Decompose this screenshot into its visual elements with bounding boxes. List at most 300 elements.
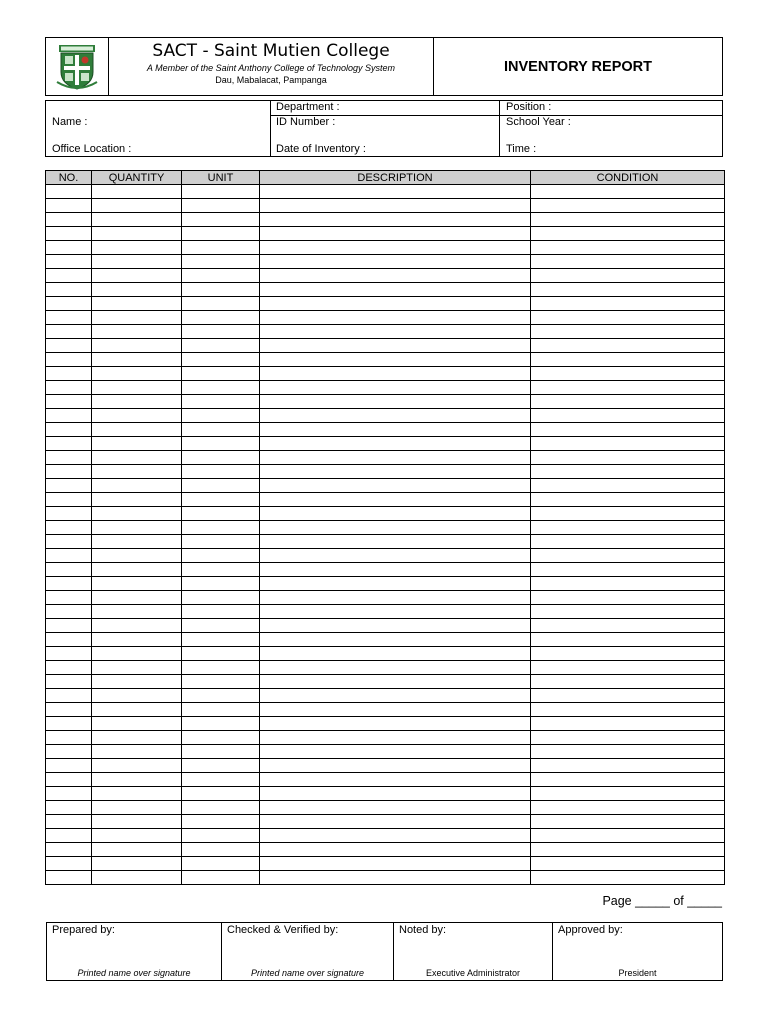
cell-unit[interactable] [182,353,260,367]
cell-description[interactable] [260,185,531,199]
cell-unit[interactable] [182,815,260,829]
cell-quantity[interactable] [92,283,182,297]
cell-condition[interactable] [531,577,725,591]
cell-condition[interactable] [531,633,725,647]
cell-condition[interactable] [531,423,725,437]
cell-quantity[interactable] [92,535,182,549]
cell-unit[interactable] [182,381,260,395]
cell-quantity[interactable] [92,381,182,395]
cell-no[interactable] [46,283,92,297]
table-row [46,703,725,717]
cell-unit[interactable] [182,745,260,759]
cell-condition[interactable] [531,745,725,759]
cell-condition[interactable] [531,759,725,773]
cell-condition[interactable] [531,297,725,311]
cell-condition[interactable] [531,241,725,255]
table-row [46,339,725,353]
cell-unit[interactable] [182,843,260,857]
cell-description[interactable] [260,325,531,339]
cell-unit[interactable] [182,787,260,801]
cell-description[interactable] [260,759,531,773]
cell-no[interactable] [46,689,92,703]
cell-description[interactable] [260,507,531,521]
table-row [46,409,725,423]
cell-description[interactable] [260,311,531,325]
cell-description[interactable] [260,661,531,675]
cell-no[interactable] [46,843,92,857]
cell-description[interactable] [260,787,531,801]
cell-condition[interactable] [531,395,725,409]
cell-condition[interactable] [531,829,725,843]
cell-unit[interactable] [182,493,260,507]
cell-unit[interactable] [182,199,260,213]
cell-condition[interactable] [531,773,725,787]
prepared-by-cell[interactable] [47,923,222,980]
cell-condition[interactable] [531,199,725,213]
cell-no[interactable] [46,353,92,367]
table-row [46,829,725,843]
cell-no[interactable] [46,549,92,563]
cell-no[interactable] [46,451,92,465]
cell-condition[interactable] [531,367,725,381]
page-indicator: Page _____ of _____ [602,894,722,908]
cell-no[interactable] [46,521,92,535]
cell-condition[interactable] [531,353,725,367]
school-year-field[interactable]: School Year : [506,116,571,128]
cell-description[interactable] [260,353,531,367]
cell-unit[interactable] [182,269,260,283]
cell-no[interactable] [46,815,92,829]
cell-no[interactable] [46,591,92,605]
cell-condition[interactable] [531,381,725,395]
cell-description[interactable] [260,283,531,297]
cell-no[interactable] [46,465,92,479]
cell-no[interactable] [46,255,92,269]
cell-unit[interactable] [182,213,260,227]
table-row [46,619,725,633]
college-name: SACT - Saint Mutien College [152,41,390,61]
cell-no[interactable] [46,801,92,815]
cell-quantity[interactable] [92,507,182,521]
cell-no[interactable] [46,437,92,451]
cell-condition[interactable] [531,843,725,857]
cell-no[interactable] [46,563,92,577]
cell-description[interactable] [260,689,531,703]
cell-no[interactable] [46,507,92,521]
cell-no[interactable] [46,325,92,339]
cell-unit[interactable] [182,619,260,633]
cell-condition[interactable] [531,717,725,731]
cell-unit[interactable] [182,311,260,325]
cell-quantity[interactable] [92,633,182,647]
cell-quantity[interactable] [92,269,182,283]
cell-condition[interactable] [531,437,725,451]
cell-condition[interactable] [531,549,725,563]
cell-unit[interactable] [182,731,260,745]
cell-condition[interactable] [531,311,725,325]
cell-unit[interactable] [182,717,260,731]
cell-unit[interactable] [182,367,260,381]
cell-unit[interactable] [182,661,260,675]
cell-no[interactable] [46,829,92,843]
cell-quantity[interactable] [92,451,182,465]
table-header-row [46,171,725,185]
cell-quantity[interactable] [92,815,182,829]
cell-quantity[interactable] [92,619,182,633]
cell-no[interactable] [46,745,92,759]
cell-unit[interactable] [182,773,260,787]
cell-description[interactable] [260,731,531,745]
cell-quantity[interactable] [92,255,182,269]
cell-no[interactable] [46,213,92,227]
cell-quantity[interactable] [92,423,182,437]
cell-unit[interactable] [182,423,260,437]
cell-description[interactable] [260,423,531,437]
cell-unit[interactable] [182,409,260,423]
cell-unit[interactable] [182,605,260,619]
cell-condition[interactable] [531,521,725,535]
cell-no[interactable] [46,787,92,801]
cell-unit[interactable] [182,871,260,885]
cell-unit[interactable] [182,801,260,815]
cell-no[interactable] [46,731,92,745]
info-divider [499,101,500,156]
name-field[interactable]: Name : [52,116,88,128]
cell-no[interactable] [46,311,92,325]
checked-verified-by-cell[interactable] [222,923,394,980]
department-field[interactable]: Department : [276,101,340,113]
cell-description[interactable] [260,549,531,563]
cell-description[interactable] [260,633,531,647]
cell-description[interactable] [260,367,531,381]
cell-quantity[interactable] [92,437,182,451]
cell-unit[interactable] [182,577,260,591]
cell-no[interactable] [46,185,92,199]
cell-description[interactable] [260,213,531,227]
cell-unit[interactable] [182,451,260,465]
cell-unit[interactable] [182,689,260,703]
cell-quantity[interactable] [92,521,182,535]
cell-description[interactable] [260,843,531,857]
cell-condition[interactable] [531,185,725,199]
cell-description[interactable] [260,535,531,549]
cell-no[interactable] [46,619,92,633]
cell-description[interactable] [260,605,531,619]
cell-no[interactable] [46,661,92,675]
cell-quantity[interactable] [92,801,182,815]
cell-no[interactable] [46,633,92,647]
cell-unit[interactable] [182,339,260,353]
cell-description[interactable] [260,773,531,787]
cell-unit[interactable] [182,395,260,409]
cell-no[interactable] [46,297,92,311]
cell-description[interactable] [260,493,531,507]
cell-quantity[interactable] [92,731,182,745]
cell-condition[interactable] [531,325,725,339]
cell-condition[interactable] [531,675,725,689]
cell-unit[interactable] [182,759,260,773]
cell-unit[interactable] [182,633,260,647]
cell-description[interactable] [260,255,531,269]
cell-condition[interactable] [531,689,725,703]
cell-description[interactable] [260,269,531,283]
signature-title: Checked & Verified by: [227,924,339,936]
cell-description[interactable] [260,591,531,605]
cell-condition[interactable] [531,647,725,661]
cell-no[interactable] [46,675,92,689]
cell-unit[interactable] [182,549,260,563]
cell-unit[interactable] [182,241,260,255]
table-row [46,549,725,563]
id-number-field[interactable]: ID Number : [276,116,336,128]
cell-quantity[interactable] [92,689,182,703]
cell-unit[interactable] [182,647,260,661]
cell-no[interactable] [46,423,92,437]
cell-quantity[interactable] [92,577,182,591]
cell-quantity[interactable] [92,213,182,227]
table-row [46,423,725,437]
cell-no[interactable] [46,871,92,885]
cell-condition[interactable] [531,535,725,549]
cell-description[interactable] [260,619,531,633]
table-row [46,801,725,815]
cell-condition[interactable] [531,339,725,353]
cell-quantity[interactable] [92,675,182,689]
cell-unit[interactable] [182,591,260,605]
cell-no[interactable] [46,717,92,731]
cell-condition[interactable] [531,255,725,269]
cell-quantity[interactable] [92,367,182,381]
cell-condition[interactable] [531,563,725,577]
cell-description[interactable] [260,815,531,829]
cell-quantity[interactable] [92,465,182,479]
cell-no[interactable] [46,857,92,871]
table-row [46,591,725,605]
cell-quantity[interactable] [92,227,182,241]
noted-by-cell[interactable] [394,923,553,980]
cell-quantity[interactable] [92,563,182,577]
col-no: NO. [46,171,92,185]
cell-unit[interactable] [182,185,260,199]
cell-quantity[interactable] [92,843,182,857]
cell-unit[interactable] [182,829,260,843]
cell-condition[interactable] [531,409,725,423]
table-row [46,479,725,493]
cell-no[interactable] [46,605,92,619]
cell-quantity[interactable] [92,325,182,339]
cell-condition[interactable] [531,619,725,633]
cell-condition[interactable] [531,465,725,479]
cell-description[interactable] [260,199,531,213]
cell-quantity[interactable] [92,871,182,885]
table-row [46,269,725,283]
cell-quantity[interactable] [92,339,182,353]
table-row [46,871,725,885]
cell-unit[interactable] [182,227,260,241]
cell-unit[interactable] [182,675,260,689]
cell-quantity[interactable] [92,745,182,759]
table-row [46,185,725,199]
cell-unit[interactable] [182,507,260,521]
cell-description[interactable] [260,801,531,815]
cell-condition[interactable] [531,801,725,815]
date-of-inventory-field[interactable]: Date of Inventory : [276,143,366,155]
cell-description[interactable] [260,745,531,759]
cell-quantity[interactable] [92,297,182,311]
cell-description[interactable] [260,381,531,395]
cell-quantity[interactable] [92,773,182,787]
info-row-divider [270,115,722,116]
cell-unit[interactable] [182,437,260,451]
cell-condition[interactable] [531,213,725,227]
position-field[interactable]: Position : [506,101,552,113]
cell-quantity[interactable] [92,549,182,563]
table-row [46,647,725,661]
cell-quantity[interactable] [92,647,182,661]
cell-quantity[interactable] [92,829,182,843]
table-row [46,199,725,213]
table-row [46,493,725,507]
col-quantity: QUANTITY [92,171,182,185]
cell-quantity[interactable] [92,241,182,255]
cell-no[interactable] [46,241,92,255]
cell-condition[interactable] [531,857,725,871]
cell-description[interactable] [260,227,531,241]
cell-quantity[interactable] [92,311,182,325]
cell-description[interactable] [260,465,531,479]
cell-no[interactable] [46,395,92,409]
cell-quantity[interactable] [92,591,182,605]
table-row [46,633,725,647]
cell-quantity[interactable] [92,605,182,619]
cell-quantity[interactable] [92,857,182,871]
table-row [46,815,725,829]
cell-description[interactable] [260,871,531,885]
cell-description[interactable] [260,857,531,871]
cell-description[interactable] [260,717,531,731]
cell-quantity[interactable] [92,395,182,409]
cell-quantity[interactable] [92,661,182,675]
cell-description[interactable] [260,395,531,409]
cell-no[interactable] [46,759,92,773]
cell-quantity[interactable] [92,787,182,801]
cell-description[interactable] [260,703,531,717]
cell-unit[interactable] [182,563,260,577]
cell-condition[interactable] [531,703,725,717]
cell-no[interactable] [46,647,92,661]
table-row [46,563,725,577]
cell-description[interactable] [260,577,531,591]
table-row [46,353,725,367]
time-field[interactable]: Time : [506,143,537,155]
cell-condition[interactable] [531,661,725,675]
office-location-field[interactable]: Office Location : [52,143,132,155]
cell-description[interactable] [260,521,531,535]
cell-unit[interactable] [182,297,260,311]
signature-note: Printed name over signature [77,968,191,978]
approved-by-cell[interactable] [553,923,722,980]
cell-no[interactable] [46,479,92,493]
cell-quantity[interactable] [92,493,182,507]
cell-description[interactable] [260,297,531,311]
cell-description[interactable] [260,479,531,493]
table-row [46,843,725,857]
cell-description[interactable] [260,409,531,423]
cell-condition[interactable] [531,787,725,801]
cell-no[interactable] [46,703,92,717]
cell-quantity[interactable] [92,703,182,717]
cell-condition[interactable] [531,283,725,297]
cell-unit[interactable] [182,283,260,297]
cell-description[interactable] [260,451,531,465]
cell-description[interactable] [260,563,531,577]
cell-unit[interactable] [182,325,260,339]
cell-no[interactable] [46,199,92,213]
cell-condition[interactable] [531,451,725,465]
signature-note: Executive Administrator [425,968,521,978]
cell-description[interactable] [260,241,531,255]
cell-quantity[interactable] [92,353,182,367]
cell-no[interactable] [46,577,92,591]
cell-no[interactable] [46,339,92,353]
cell-description[interactable] [260,829,531,843]
cell-condition[interactable] [531,871,725,885]
cell-unit[interactable] [182,535,260,549]
table-row [46,731,725,745]
cell-condition[interactable] [531,269,725,283]
signature-title: Approved by: [558,924,623,936]
cell-quantity[interactable] [92,185,182,199]
table-body [46,185,725,885]
table-row [46,759,725,773]
cell-condition[interactable] [531,591,725,605]
cell-unit[interactable] [182,857,260,871]
cell-description[interactable] [260,675,531,689]
cell-unit[interactable] [182,703,260,717]
cell-no[interactable] [46,409,92,423]
cell-no[interactable] [46,367,92,381]
cell-description[interactable] [260,339,531,353]
table-row [46,465,725,479]
cell-unit[interactable] [182,521,260,535]
cell-no[interactable] [46,493,92,507]
cell-description[interactable] [260,437,531,451]
cell-quantity[interactable] [92,409,182,423]
cell-unit[interactable] [182,479,260,493]
cell-unit[interactable] [182,465,260,479]
cell-no[interactable] [46,269,92,283]
cell-no[interactable] [46,381,92,395]
cell-unit[interactable] [182,255,260,269]
cell-no[interactable] [46,773,92,787]
cell-quantity[interactable] [92,717,182,731]
table-row [46,451,725,465]
table-row [46,325,725,339]
cell-no[interactable] [46,535,92,549]
cell-quantity[interactable] [92,759,182,773]
cell-condition[interactable] [531,507,725,521]
cell-description[interactable] [260,647,531,661]
cell-quantity[interactable] [92,199,182,213]
cell-condition[interactable] [531,227,725,241]
cell-no[interactable] [46,227,92,241]
cell-condition[interactable] [531,479,725,493]
cell-condition[interactable] [531,493,725,507]
cell-condition[interactable] [531,731,725,745]
cell-condition[interactable] [531,815,725,829]
cell-quantity[interactable] [92,479,182,493]
cell-condition[interactable] [531,605,725,619]
